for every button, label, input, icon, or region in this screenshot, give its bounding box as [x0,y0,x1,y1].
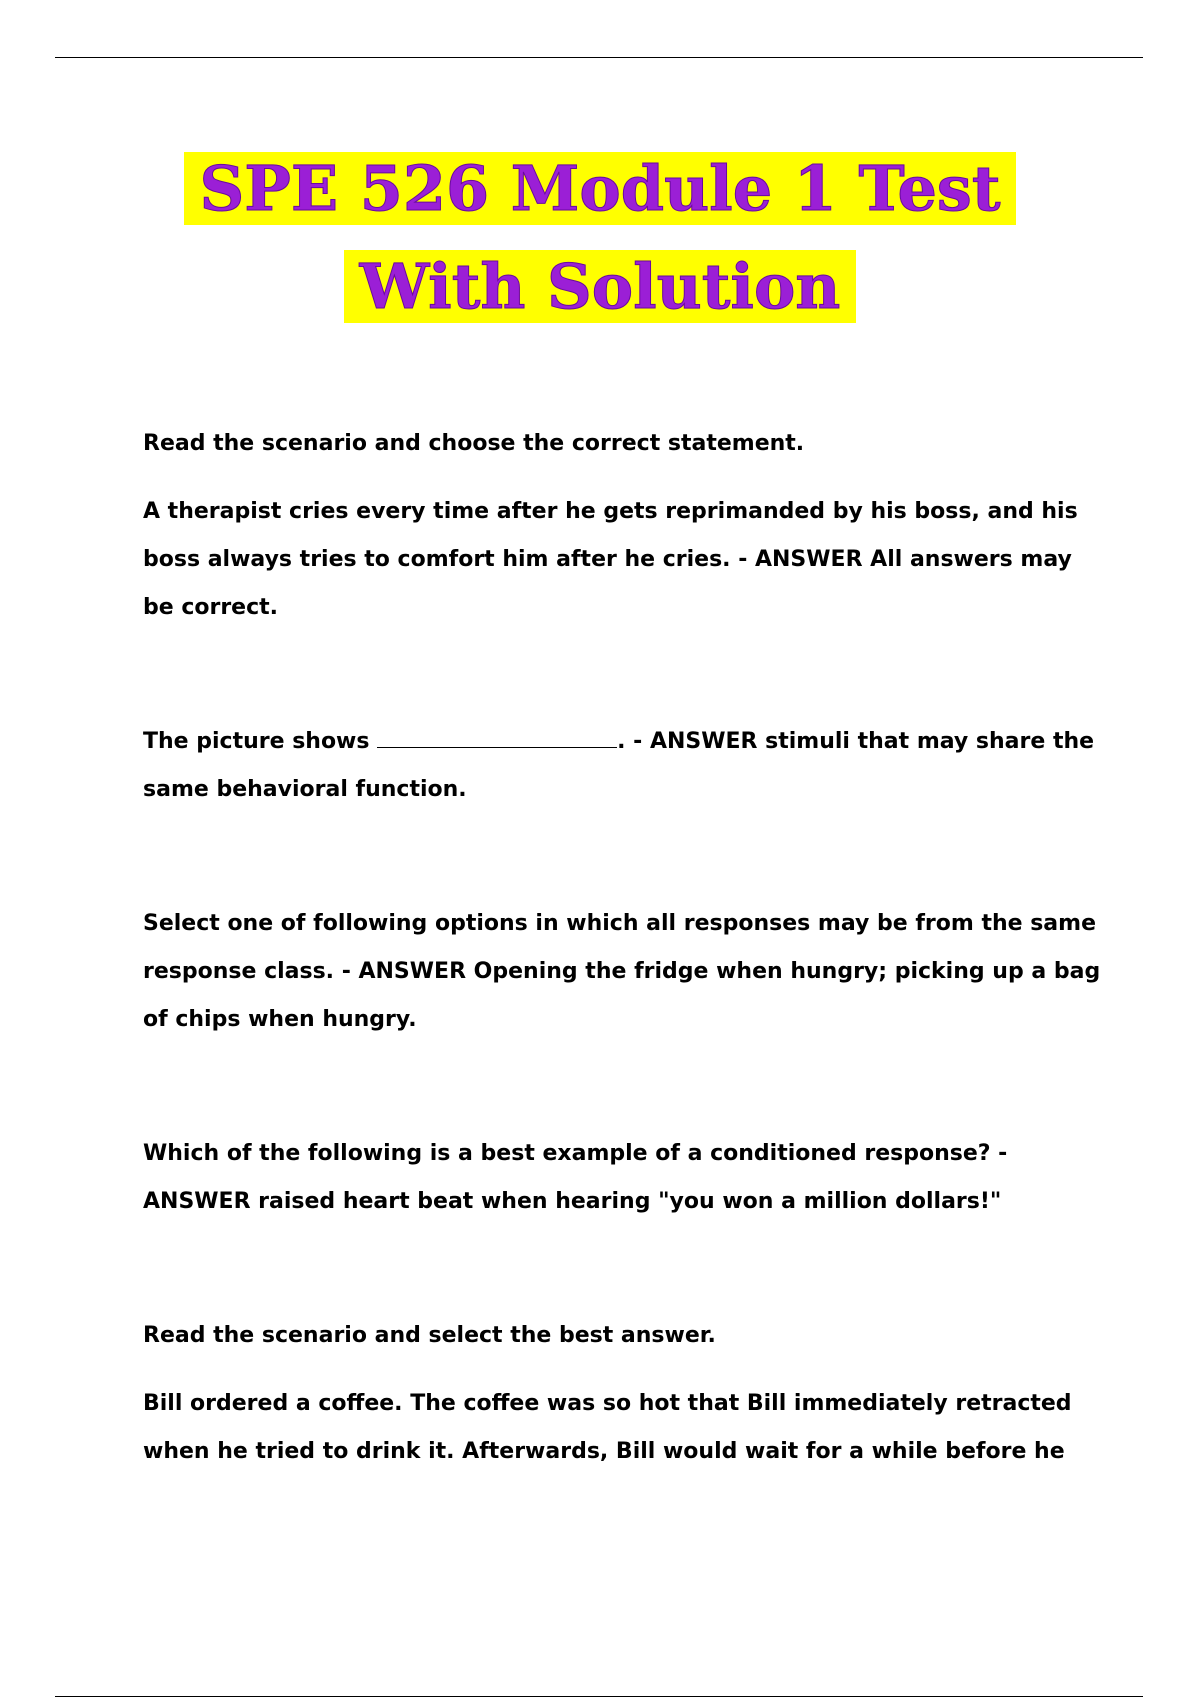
answer-blank [377,727,617,748]
question-5-body: Bill ordered a coffee. The coffee was so hot that Bill immediately retracted when he tried to drink it. Afterwards, Bill would wait for a while before he [143,1391,1072,1464]
question-1-prompt: Read the scenario and choose the correct statement. [143,431,805,456]
bottom-rule [55,1696,1143,1697]
question-2 [143,718,1103,814]
document-body [143,420,1103,1476]
document-title [0,140,1200,336]
title-line-1: SPE 526 Module 1 Test [184,152,1017,225]
question-1-body: A therapist cries every time after he gets reprimanded by his boss, and his boss always tries to comfort him after he cries. - ANSWER All answers may be correct. [143,499,1078,620]
question-3-body: Select one of following options in which all responses may be from the same response class. - ANSWER Opening the fridge when hungry; picking up a bag of chips when hungry. [143,911,1101,1032]
question-2-after-blank: . - ANSWER stimuli that may share the same behavioral function. [143,729,1095,802]
question-2-before-blank: The picture shows [143,729,370,754]
title-line-2: With Solution [344,250,857,323]
question-5-prompt: Read the scenario and select the best answer. [143,1323,716,1348]
top-rule [55,57,1143,58]
question-4-body: Which of the following is a best example of a conditioned response? - ANSWER raised heart beat when hearing "you won a million dollars!" [143,1141,1008,1214]
